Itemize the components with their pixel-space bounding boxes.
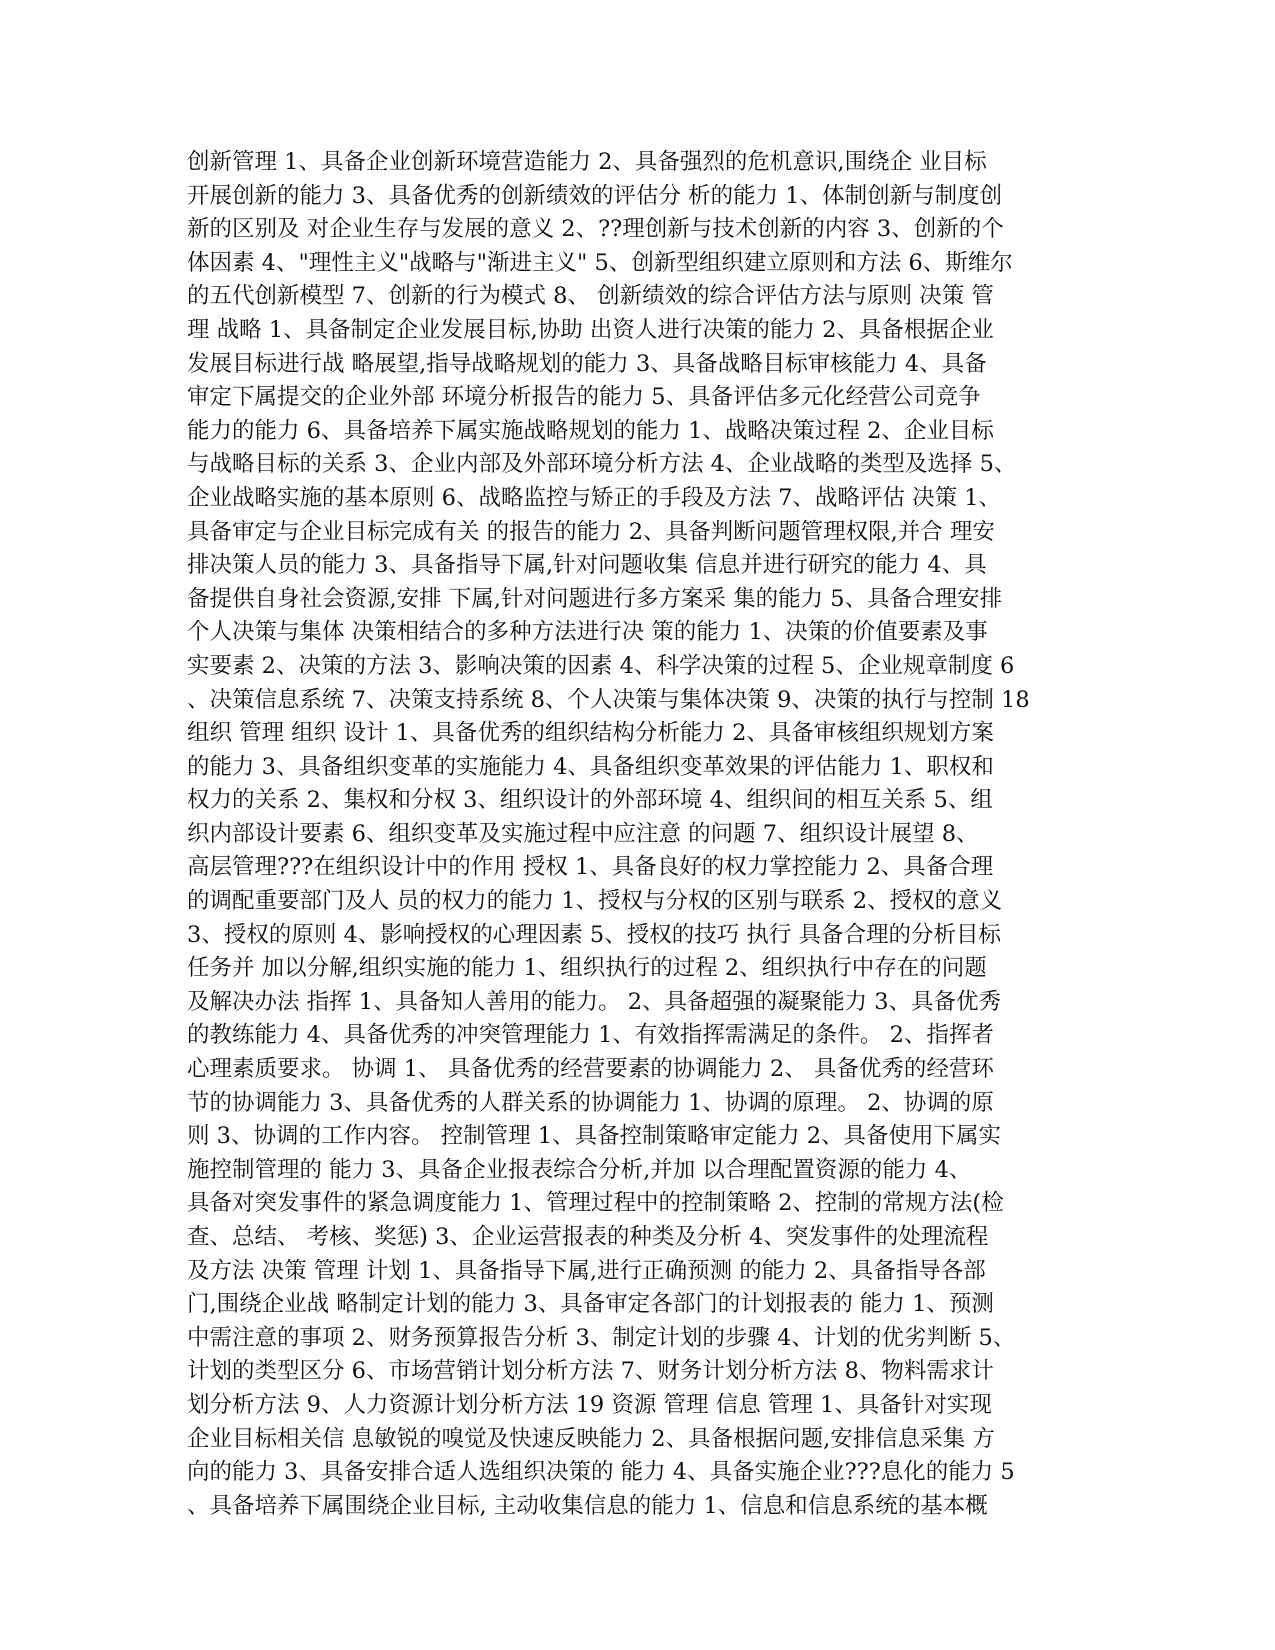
text-line: 及方法 决策 管理 计划 1、具备指导下属,进行正确预测 的能力 2、具备指导各部 bbox=[187, 1257, 986, 1284]
text-line: 任务并 加以分解,组织实施的能力 1、组织执行的过程 2、组织执行中存在的问题 bbox=[187, 955, 987, 982]
text-line: 心理素质要求。 协调 1、 具备优秀的经营要素的协调能力 2、 具备优秀的经营环 bbox=[187, 1056, 994, 1083]
text-line: 排决策人员的能力 3、具备指导下属,针对问题收集 信息并进行研究的能力 4、具 bbox=[187, 552, 987, 579]
text-line: 理 战略 1、具备制定企业发展目标,协助 出资人进行决策的能力 2、具备根据企业 bbox=[187, 316, 994, 343]
text-line: 高层管理???在组织设计中的作用 授权 1、具备良好的权力掌控能力 2、具备合理 bbox=[187, 854, 994, 881]
text-line: 权力的关系 2、集权和分权 3、组织设计的外部环境 4、组织间的相互关系 5、组 bbox=[187, 787, 993, 814]
text-line: 具备对突发事件的紧急调度能力 1、管理过程中的控制策略 2、控制的常规方法(检 bbox=[187, 1190, 1004, 1217]
text-line: 的五代创新模型 7、创新的行为模式 8、 创新绩效的综合评估方法与原则 决策 管 bbox=[187, 283, 994, 310]
text-line: 具备审定与企业目标完成有关 的报告的能力 2、具备判断问题管理权限,并合 理安 bbox=[187, 518, 995, 545]
text-line: 、具备培养下属围绕企业目标, 主动收集信息的能力 1、信息和信息系统的基本概 bbox=[187, 1492, 988, 1519]
text-line: 的教练能力 4、具备优秀的冲突管理能力 1、有效指挥需满足的条件。 2、指挥者 bbox=[187, 1022, 994, 1049]
text-line: 实要素 2、决策的方法 3、影响决策的因素 4、科学决策的过程 5、企业规章制度 6 bbox=[187, 652, 1015, 679]
text-line: 开展创新的能力 3、具备优秀的创新绩效的评估分 析的能力 1、体制创新与制度创 bbox=[187, 182, 1003, 209]
text-line: 体因素 4、"理性主义"战略与"渐进主义" 5、创新型组织建立原则和方法 6、斯维尔 bbox=[187, 249, 1013, 276]
text-line: 则 3、协调的工作内容。 控制管理 1、具备控制策略审定能力 2、具备使用下属实 bbox=[187, 1123, 1002, 1150]
text-line: 与战略目标的关系 3、企业内部及外部环境分析方法 4、企业战略的类型及选择 5、 bbox=[187, 451, 1017, 478]
text-line: 查、总结、 考核、奖惩) 3、企业运营报表的种类及分析 4、突发事件的处理流程 bbox=[187, 1224, 989, 1250]
text-line: 创新管理 1、具备企业创新环境营造能力 2、具备强烈的危机意识,围绕企 业目标 bbox=[187, 149, 987, 175]
text-line: 织内部设计要素 6、组织变革及实施过程中应注意 的问题 7、组织设计展望 8、 bbox=[187, 820, 979, 847]
text-line: 新的区别及 对企业生存与发展的意义 2、??理创新与技术创新的内容 3、创新的个 bbox=[187, 216, 1004, 243]
text-line: 施控制管理的 能力 3、具备企业报表综合分析,并加 以合理配置资源的能力 4、 bbox=[187, 1156, 972, 1183]
text-line: 企业战略实施的基本原则 6、战略监控与矫正的手段及方法 7、战略评估 决策 1、 bbox=[187, 484, 1002, 511]
text-line: 计划的类型区分 6、市场营销计划分析方法 7、财务计划分析方法 8、物料需求计 bbox=[187, 1358, 994, 1385]
text-line: 的能力 3、具备组织变革的实施能力 4、具备组织变革效果的评估能力 1、职权和 bbox=[187, 753, 994, 780]
text-line: 组织 管理 组织 设计 1、具备优秀的组织结构分析能力 2、具备审核组织规划方案 bbox=[187, 720, 994, 747]
text-line: 审定下属提交的企业外部 环境分析报告的能力 5、具备评估多元化经营公司竞争 bbox=[187, 384, 981, 411]
text-line: 3、授权的原则 4、影响授权的心理因素 5、授权的技巧 执行 具备合理的分析目标 bbox=[187, 921, 1002, 948]
text-line: 的调配重要部门及人 员的权力的能力 1、授权与分权的区别与联系 2、授权的意义 bbox=[187, 888, 1003, 915]
text-line: 节的协调能力 3、具备优秀的人群关系的协调能力 1、协调的原理。 2、协调的原 bbox=[187, 1089, 994, 1116]
text-line: 发展目标进行战 略展望,指导战略规划的能力 3、具备战略目标审核能力 4、具备 bbox=[187, 350, 987, 377]
text-line: 个人决策与集体 决策相结合的多种方法进行决 策的能力 1、决策的价值要素及事 bbox=[187, 619, 988, 646]
text-line: 向的能力 3、具备安排合适人选组织决策的 能力 4、具备实施企业???息化的能力 5 bbox=[187, 1459, 1015, 1486]
text-line: 企业目标相关信 息敏锐的嗅觉及快速反映能力 2、具备根据问题,安排信息采集 方 bbox=[187, 1425, 995, 1452]
text-line: 能力的能力 6、具备培养下属实施战略规划的能力 1、战略决策过程 2、企业目标 bbox=[187, 417, 994, 444]
text-line: 、决策信息系统 7、决策支持系统 8、个人决策与集体决策 9、决策的执行与控制 18 bbox=[187, 686, 1030, 713]
text-line: 备提供自身社会资源,安排 下属,针对问题进行多方案采 集的能力 5、具备合理安排 bbox=[187, 585, 1003, 612]
text-line: 划分析方法 9、人力资源计划分析方法 19 资源 管理 信息 管理 1、具备针对实现 bbox=[187, 1391, 992, 1418]
text-line: 门,围绕企业战 略制定计划的能力 3、具备审定各部门的计划报表的 能力 1、预测 bbox=[187, 1291, 994, 1318]
text-line: 中需注意的事项 2、财务预算报告分析 3、制定计划的步骤 4、计划的优劣判断 5、 bbox=[187, 1324, 1016, 1351]
text-line: 及解决办法 指挥 1、具备知人善用的能力。 2、具备超强的凝聚能力 3、具备优秀 bbox=[187, 988, 1002, 1015]
body-text bbox=[187, 146, 1097, 1523]
